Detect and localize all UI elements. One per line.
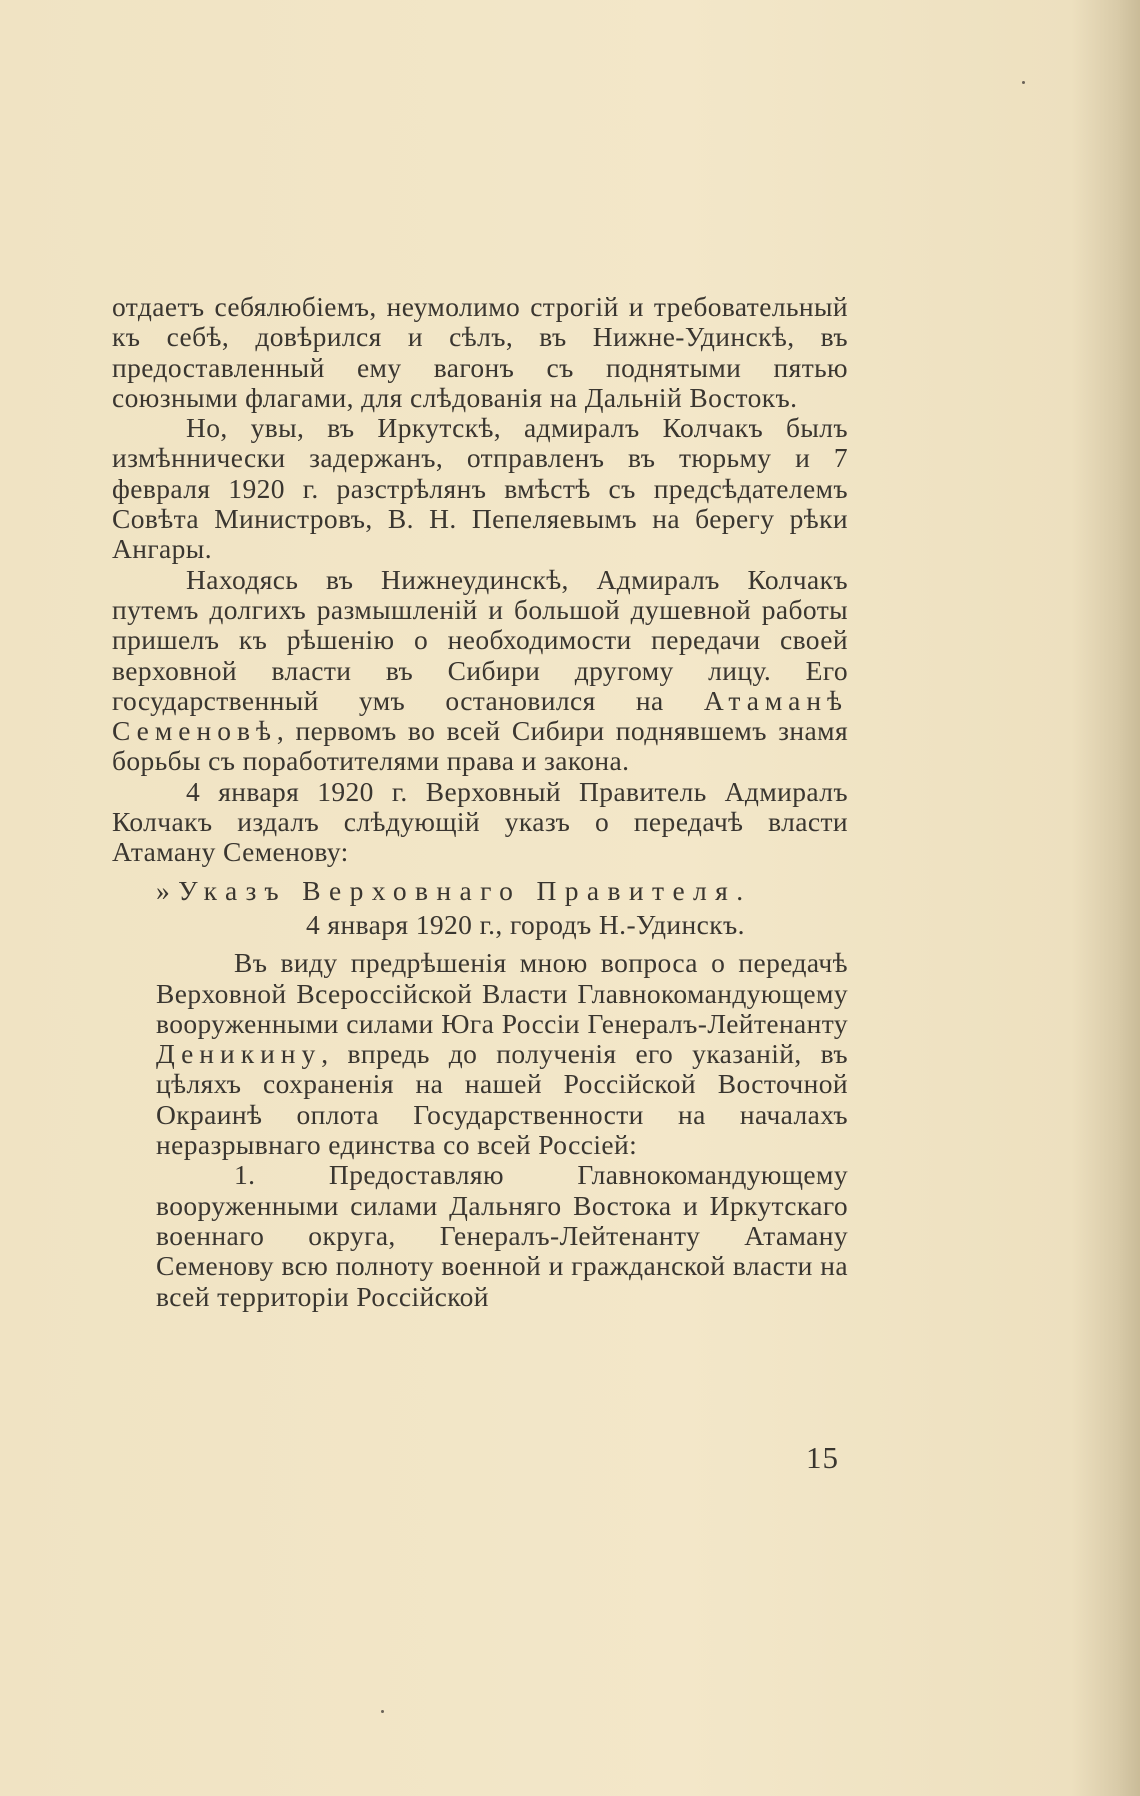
decree-preamble-end: , впредь до полученія его указаній, въ цѣляхъ сохраненія на нашей Россійской Восточной Окраинѣ оплота Государственности на началахъ неразрывнаго единства со всей Россіей: bbox=[156, 1038, 848, 1161]
ink-speck bbox=[1022, 81, 1025, 84]
page-number: 15 bbox=[806, 1440, 839, 1475]
decree-dateline: 4 января 1920 г., городъ Н.-Удинскъ. bbox=[306, 908, 745, 940]
decree-preamble-start: Въ виду предрѣшенія мною вопроса о передачѣ Верховной Всероссійской Власти Главнокомандующему вооруженными силами Юга Россіи Генералъ-Лейтенанту bbox=[156, 947, 848, 1039]
body-text bbox=[112, 292, 848, 1312]
ataman-name-spaced: Атаманѣ Семеновѣ bbox=[112, 684, 848, 747]
paragraph-4: 4 января 1920 г. Верховный Правитель Адмиралъ Колчакъ издалъ слѣдующій указъ о передачѣ власти Атаману Семенову: bbox=[112, 775, 848, 868]
decree-preamble bbox=[156, 948, 848, 1160]
paragraph-3-end: , первомъ во всей Сибири поднявшемъ знамя борьбы съ поработителями права и закона. bbox=[112, 715, 848, 777]
paragraph-2: Но, увы, въ Иркутскѣ, адмиралъ Колчакъ былъ измѣннически задержанъ, отправленъ въ тюрьму и 7 февраля 1920 г. разстрѣлянъ вмѣстѣ съ предсѣдателемъ Совѣта Министровъ, В. Н. Пепеляевымъ на берегу рѣки Ангары. bbox=[112, 412, 848, 565]
paragraph-1: отдаетъ себялюбіемъ, неумолимо строгій и требовательный къ себѣ, довѣрился и сѣлъ, въ Нижне-Удинскѣ, въ предоставленный ему вагонъ съ поднятыми пятью союзными флагами, для слѣдованія на Дальній Востокъ. bbox=[112, 291, 848, 413]
decree-title: »Указъ Верховнаго Правителя. bbox=[156, 874, 752, 906]
paragraph-3 bbox=[112, 565, 848, 777]
ink-speck bbox=[381, 1710, 384, 1713]
denikin-name-spaced: Деникину bbox=[156, 1038, 322, 1070]
paragraph-3-start: Находясь въ Нижнеудинскѣ, Адмиралъ Колчакъ путемъ долгихъ размышленій и большой душевной работы пришелъ къ рѣшенію о необходимости передачи своей верховной власти въ Сибири другому лицу. Его государственный умъ остановился на bbox=[112, 563, 848, 716]
decree-item-1: 1. Предоставляю Главнокомандующему вооруженными силами Дальняго Востока и Иркутскаго военнаго округа, Генералъ-Лейтенанту Атаману Семенову всю полноту военной и гражданской власти на всей территоріи Россійской bbox=[156, 1159, 848, 1312]
decree-quote bbox=[112, 876, 848, 1312]
